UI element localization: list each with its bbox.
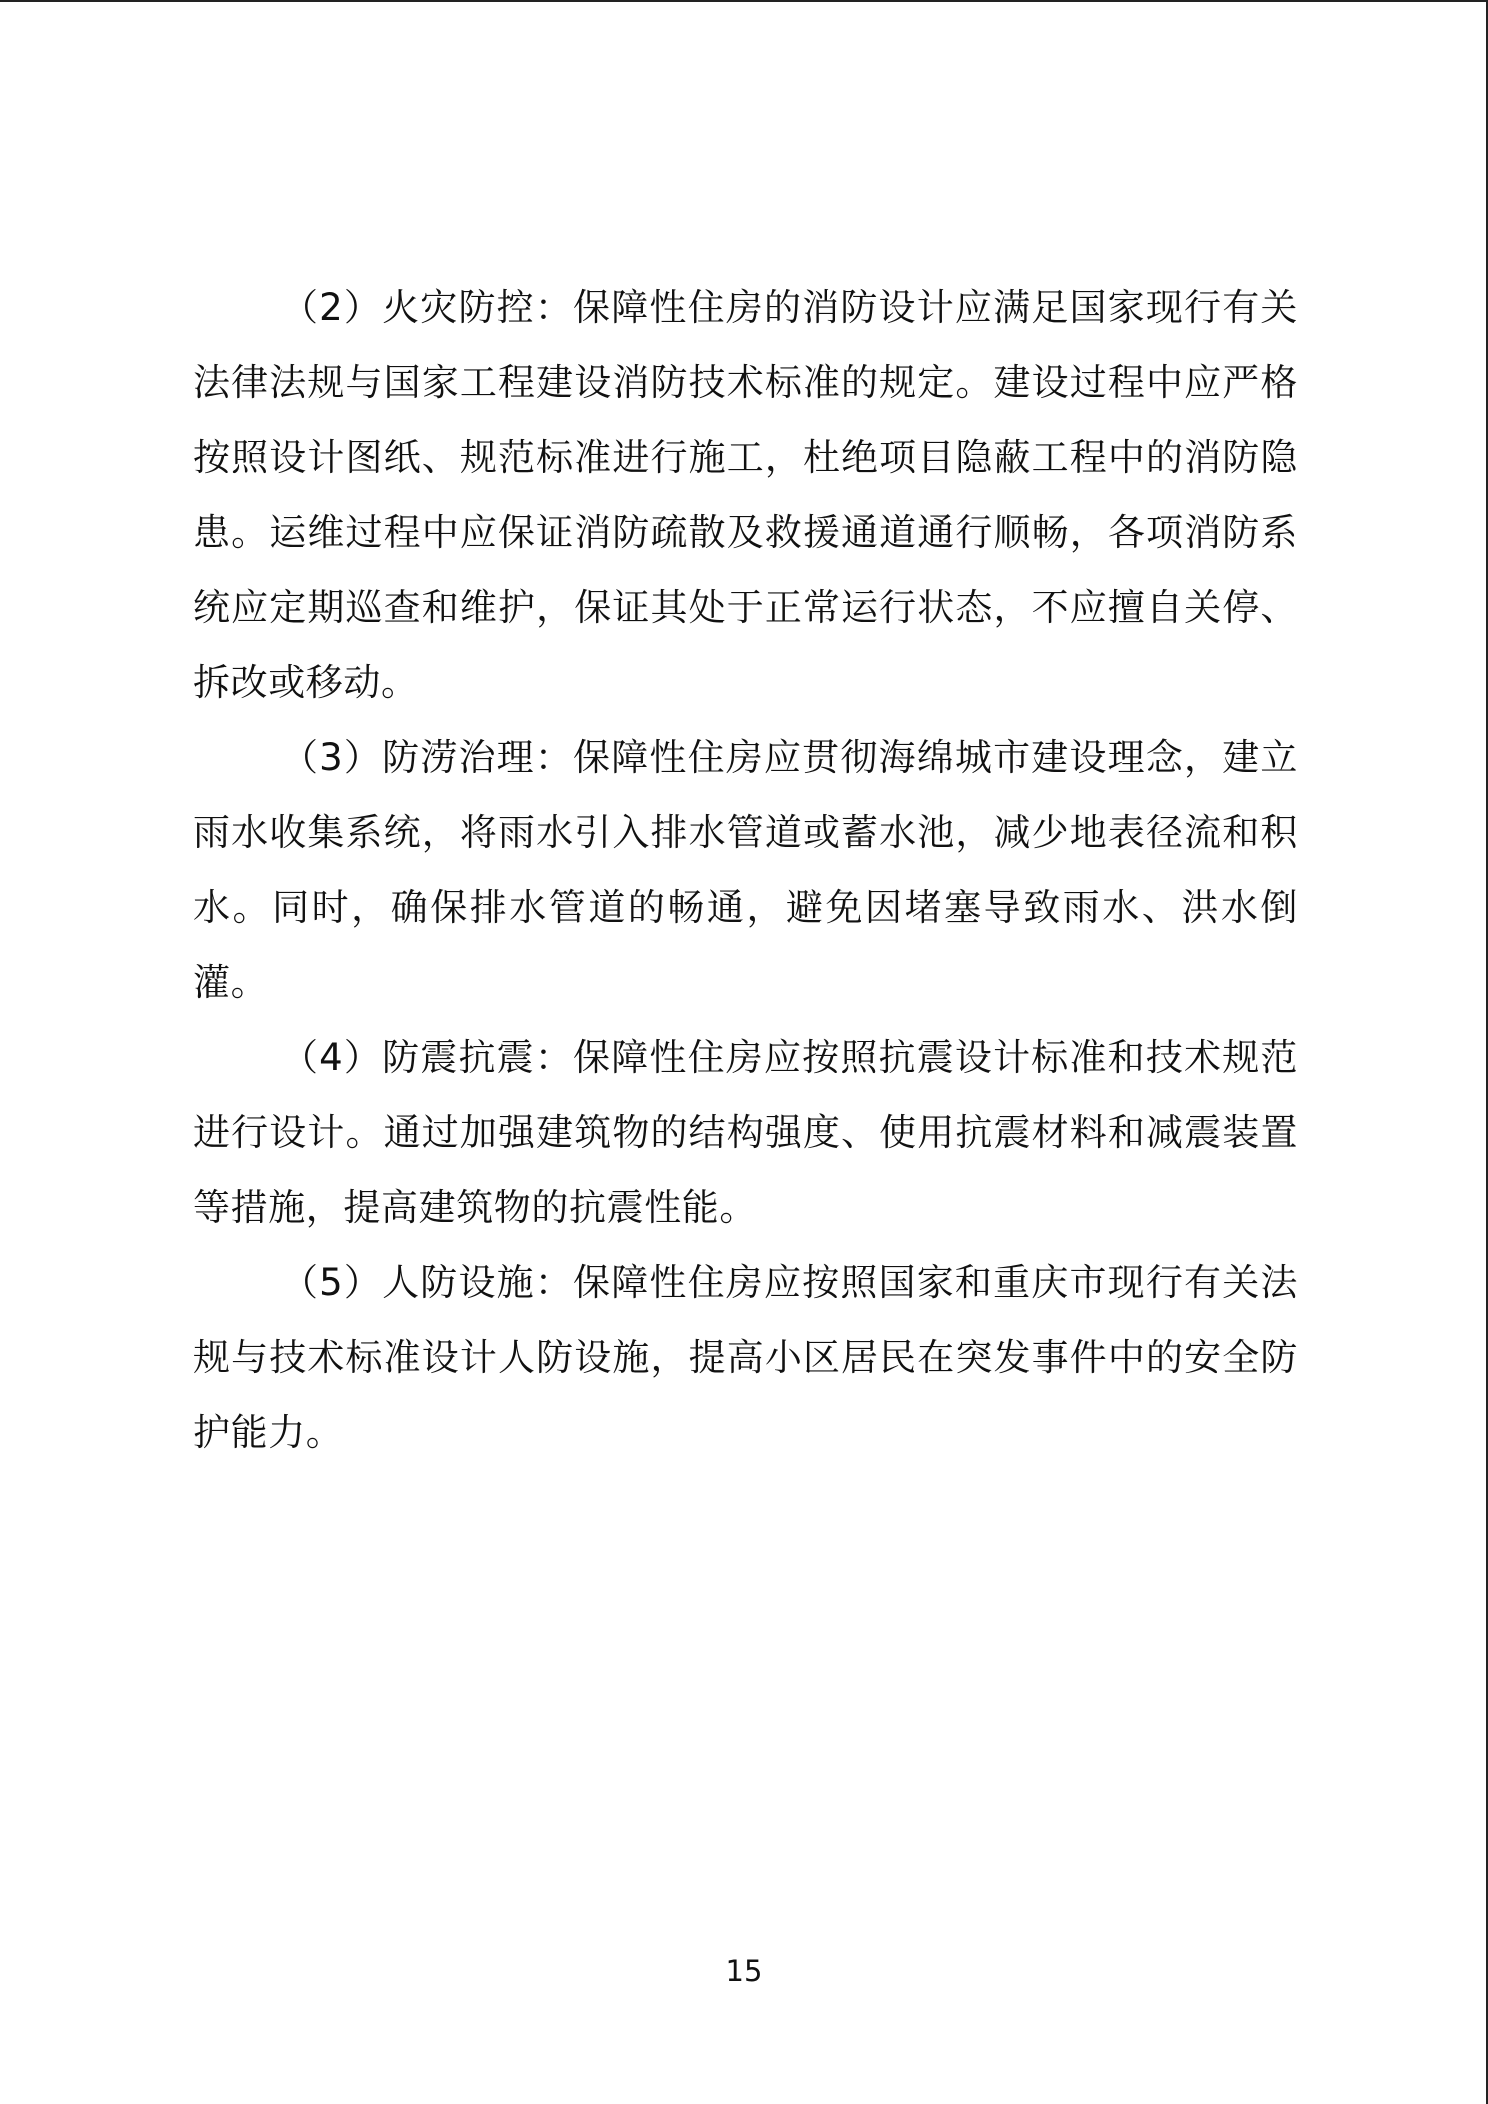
paragraph-flood-control: （3）防涝治理：保障性住房应贯彻海绵城市建设理念，建立雨水收集系统，将雨水引入排水管道或蓄水池，减少地表径流和积水。同时，确保排水管道的畅通，避免因堵塞导致雨水、洪水倒灌。 (193, 736, 1298, 1004)
paragraph-civil-defense: （5）人防设施：保障性住房应按照国家和重庆市现行有关法规与技术标准设计人防设施，提高小区居民在突发事件中的安全防护能力。 (193, 1261, 1298, 1454)
paragraph-fire-prevention: （2）火灾防控：保障性住房的消防设计应满足国家现行有关法律法规与国家工程建设消防技术标准的规定。建设过程中应严格按照设计图纸、规范标准进行施工，杜绝项目隐蔽工程中的消防隐患。运维过程中应保证消防疏散及救援通道通行顺畅，各项消防系统应定期巡查和维护，保证其处于正常运行状态，不应擅自关停、拆改或移动。 (193, 286, 1298, 704)
document-body (193, 270, 1298, 1470)
paragraph-earthquake-resistance: （4）防震抗震：保障性住房应按照抗震设计标准和技术规范进行设计。通过加强建筑物的结构强度、使用抗震材料和减震装置等措施，提高建筑物的抗震性能。 (193, 1036, 1298, 1229)
page-number: 15 (725, 1954, 763, 1988)
